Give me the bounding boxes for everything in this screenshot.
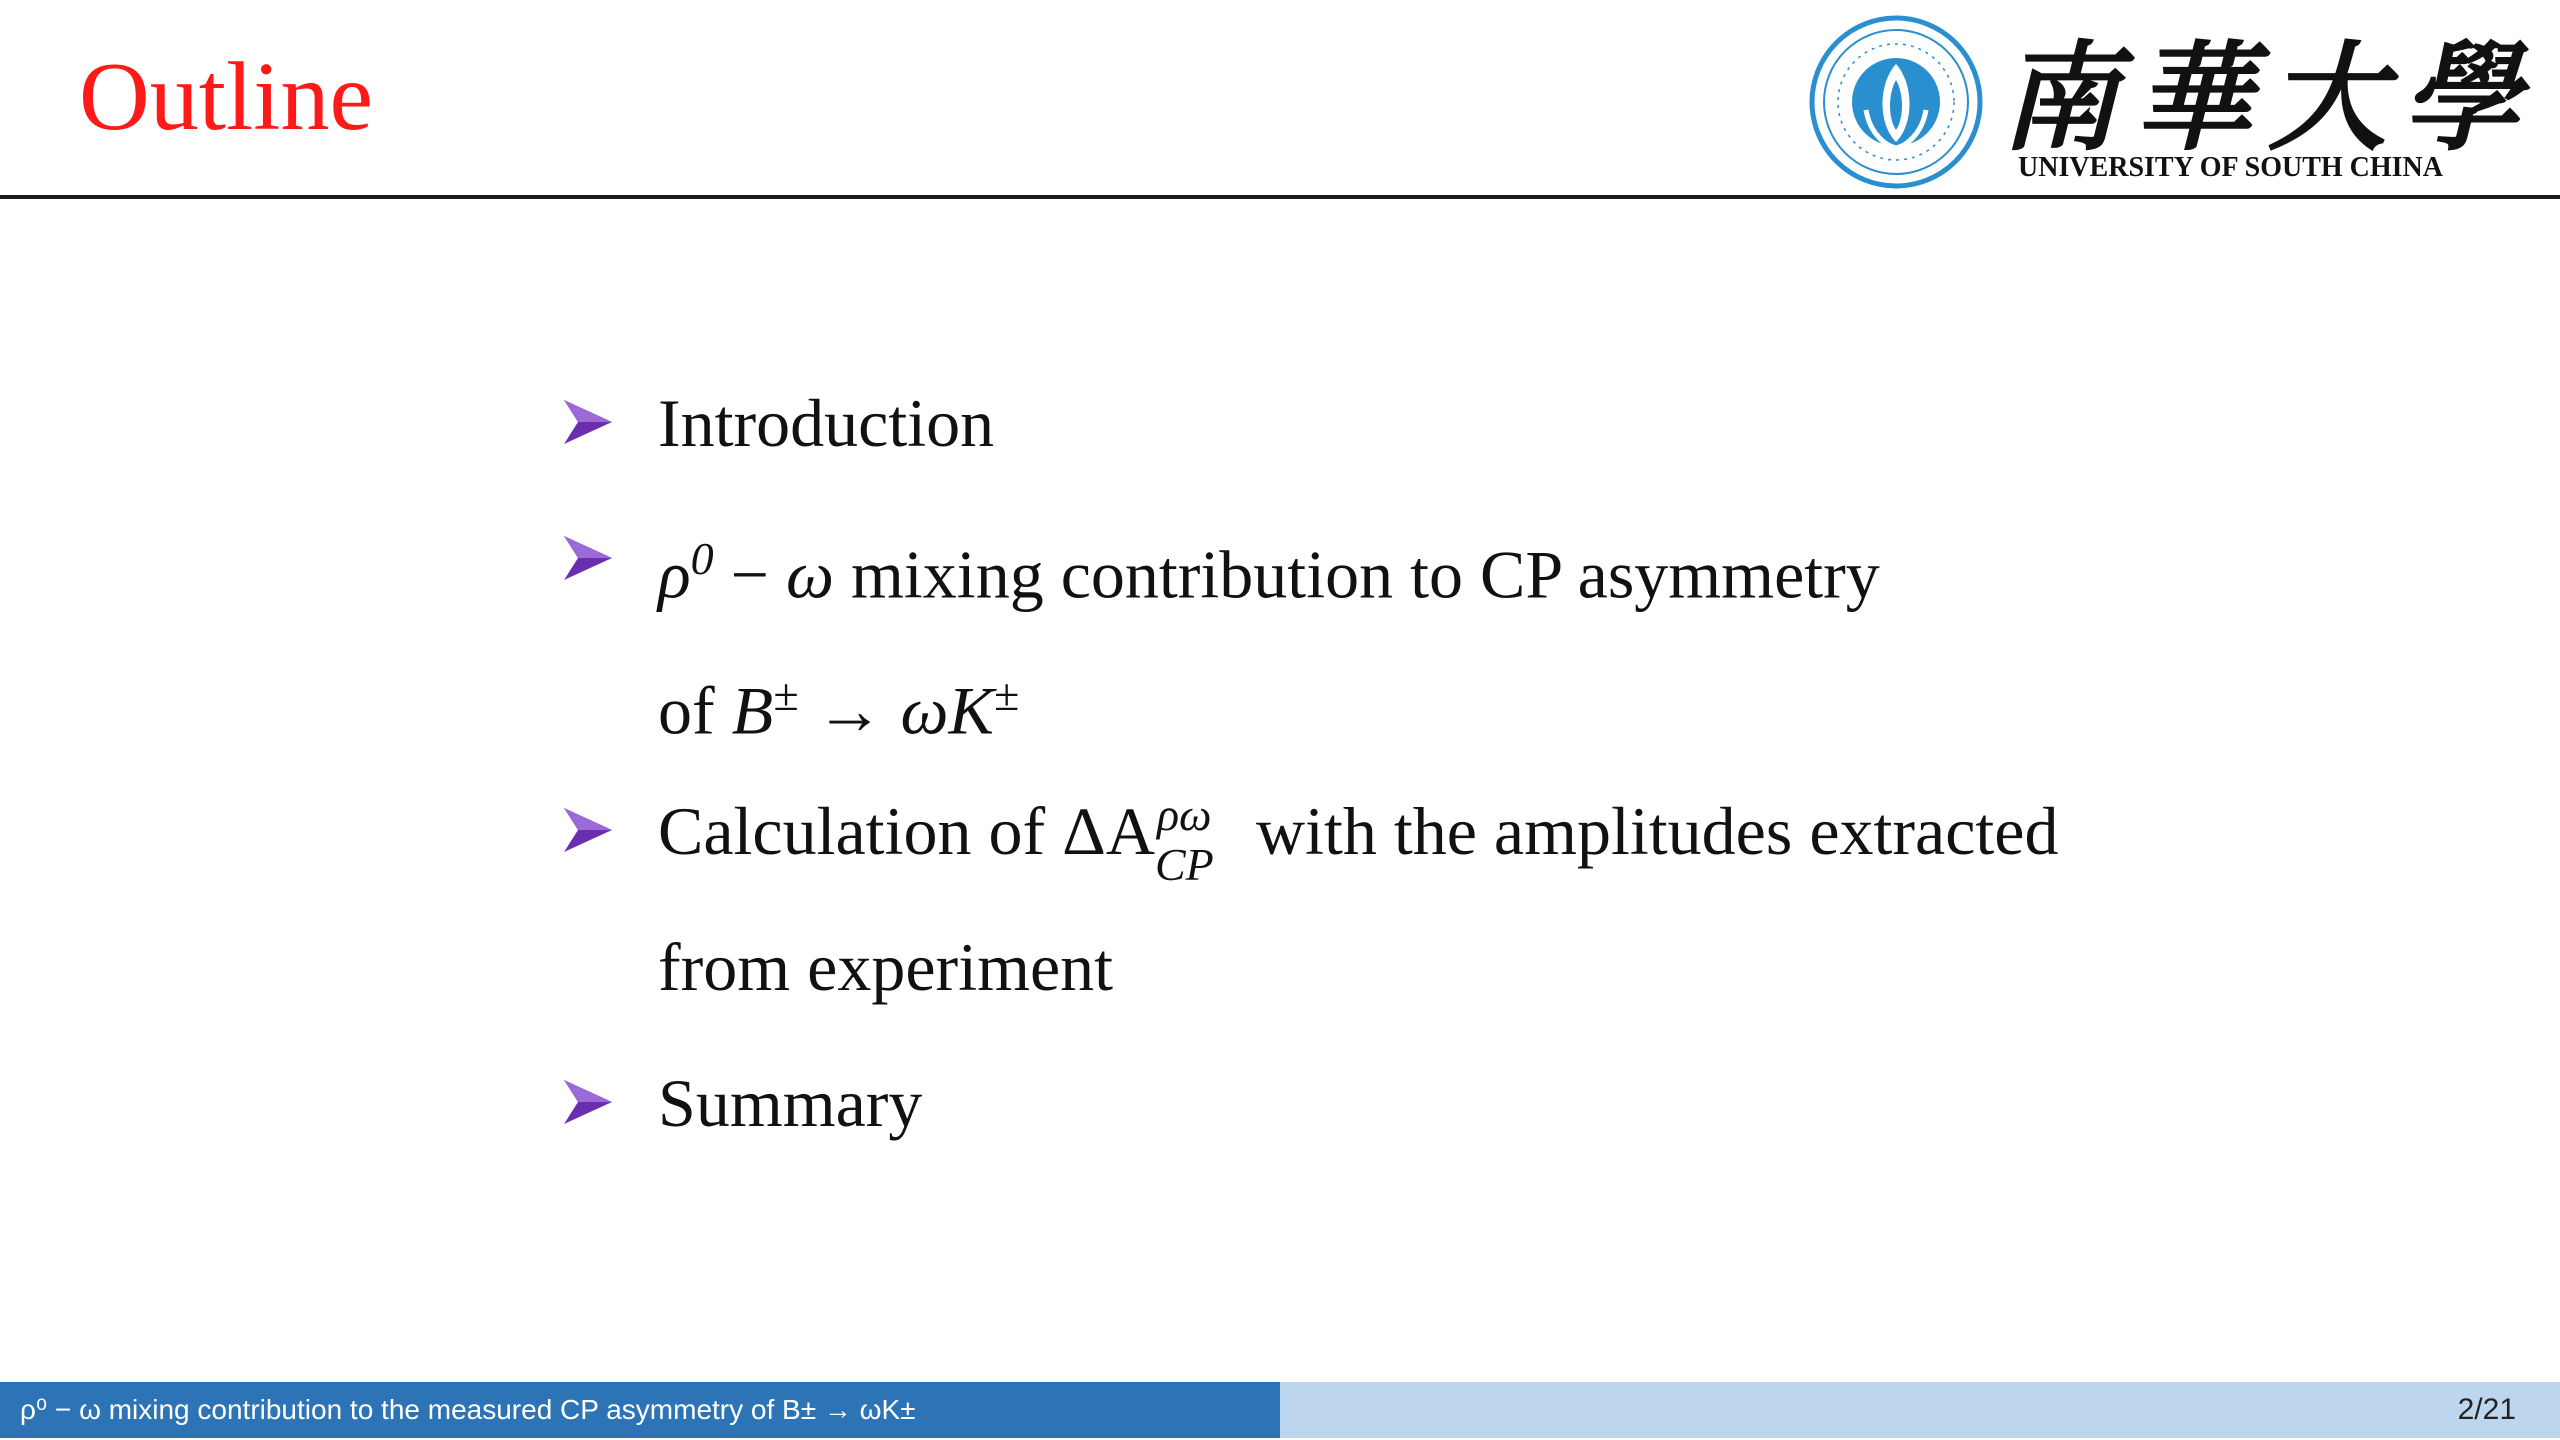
- arrow-bullet-icon: [560, 1074, 616, 1130]
- page-number: 2/21: [2457, 1393, 2516, 1426]
- math-omega-kaon: ωK: [900, 672, 994, 749]
- outline-item-text-line2: from experiment: [658, 929, 1114, 1005]
- university-name-english: UNIVERSITY OF SOUTH CHINA: [2018, 152, 2443, 183]
- outline-item-text: with the amplitudes extracted: [1238, 793, 2059, 869]
- math-subscript: CP: [1154, 839, 1214, 890]
- calligraphy-char: 華: [2133, 28, 2252, 167]
- university-name-calligraphy: [2000, 20, 2520, 167]
- university-seal-icon: [1808, 14, 1984, 190]
- arrow-bullet-icon: [560, 802, 616, 858]
- math-superscript: ρω: [1156, 789, 1212, 840]
- footer-talk-title: ρ⁰ − ω mixing contribution to the measured CP asymmetry of B± → ωK±: [0, 1382, 1280, 1438]
- outline-item-introduction: [560, 370, 2260, 506]
- outline-item-calculation: [560, 778, 2260, 914]
- arrow-bullet-icon: [560, 530, 616, 586]
- math-rho: ρ: [658, 536, 691, 613]
- math-superscript: 0: [690, 533, 714, 584]
- outline-item-mixing: [560, 506, 2260, 642]
- outline-item-summary: [560, 1050, 2260, 1186]
- calligraphy-char: 學: [2401, 28, 2520, 167]
- math-minus: −: [713, 536, 786, 613]
- outline-list: [560, 370, 2260, 1186]
- outline-item-text-line1: [658, 506, 2260, 642]
- math-omega: ω: [786, 536, 835, 613]
- outline-item-text: Calculation of ΔA: [658, 793, 1155, 869]
- outline-item-text-line2: [560, 642, 2260, 778]
- math-superscript: ±: [993, 669, 1020, 720]
- math-sup-sub: [1154, 788, 1239, 890]
- university-logo: [1808, 14, 2538, 189]
- calligraphy-char: 南: [2000, 28, 2119, 167]
- math-b-meson: B: [731, 672, 774, 749]
- outline-item-text: mixing contribution to CP asymmetry: [834, 536, 1880, 613]
- outline-item-text: Introduction: [658, 385, 995, 461]
- calligraphy-char: 大: [2267, 28, 2386, 167]
- outline-item-text-line1: [658, 778, 2260, 914]
- slide-title: Outline: [79, 43, 373, 151]
- header-divider: [0, 195, 2560, 199]
- outline-item-text: of: [658, 672, 732, 749]
- arrow-bullet-icon: [560, 394, 616, 450]
- slide-footer: [0, 1382, 2560, 1438]
- math-arrow: →: [798, 672, 901, 749]
- math-superscript: ±: [773, 669, 799, 720]
- outline-item-text: Summary: [658, 1065, 923, 1141]
